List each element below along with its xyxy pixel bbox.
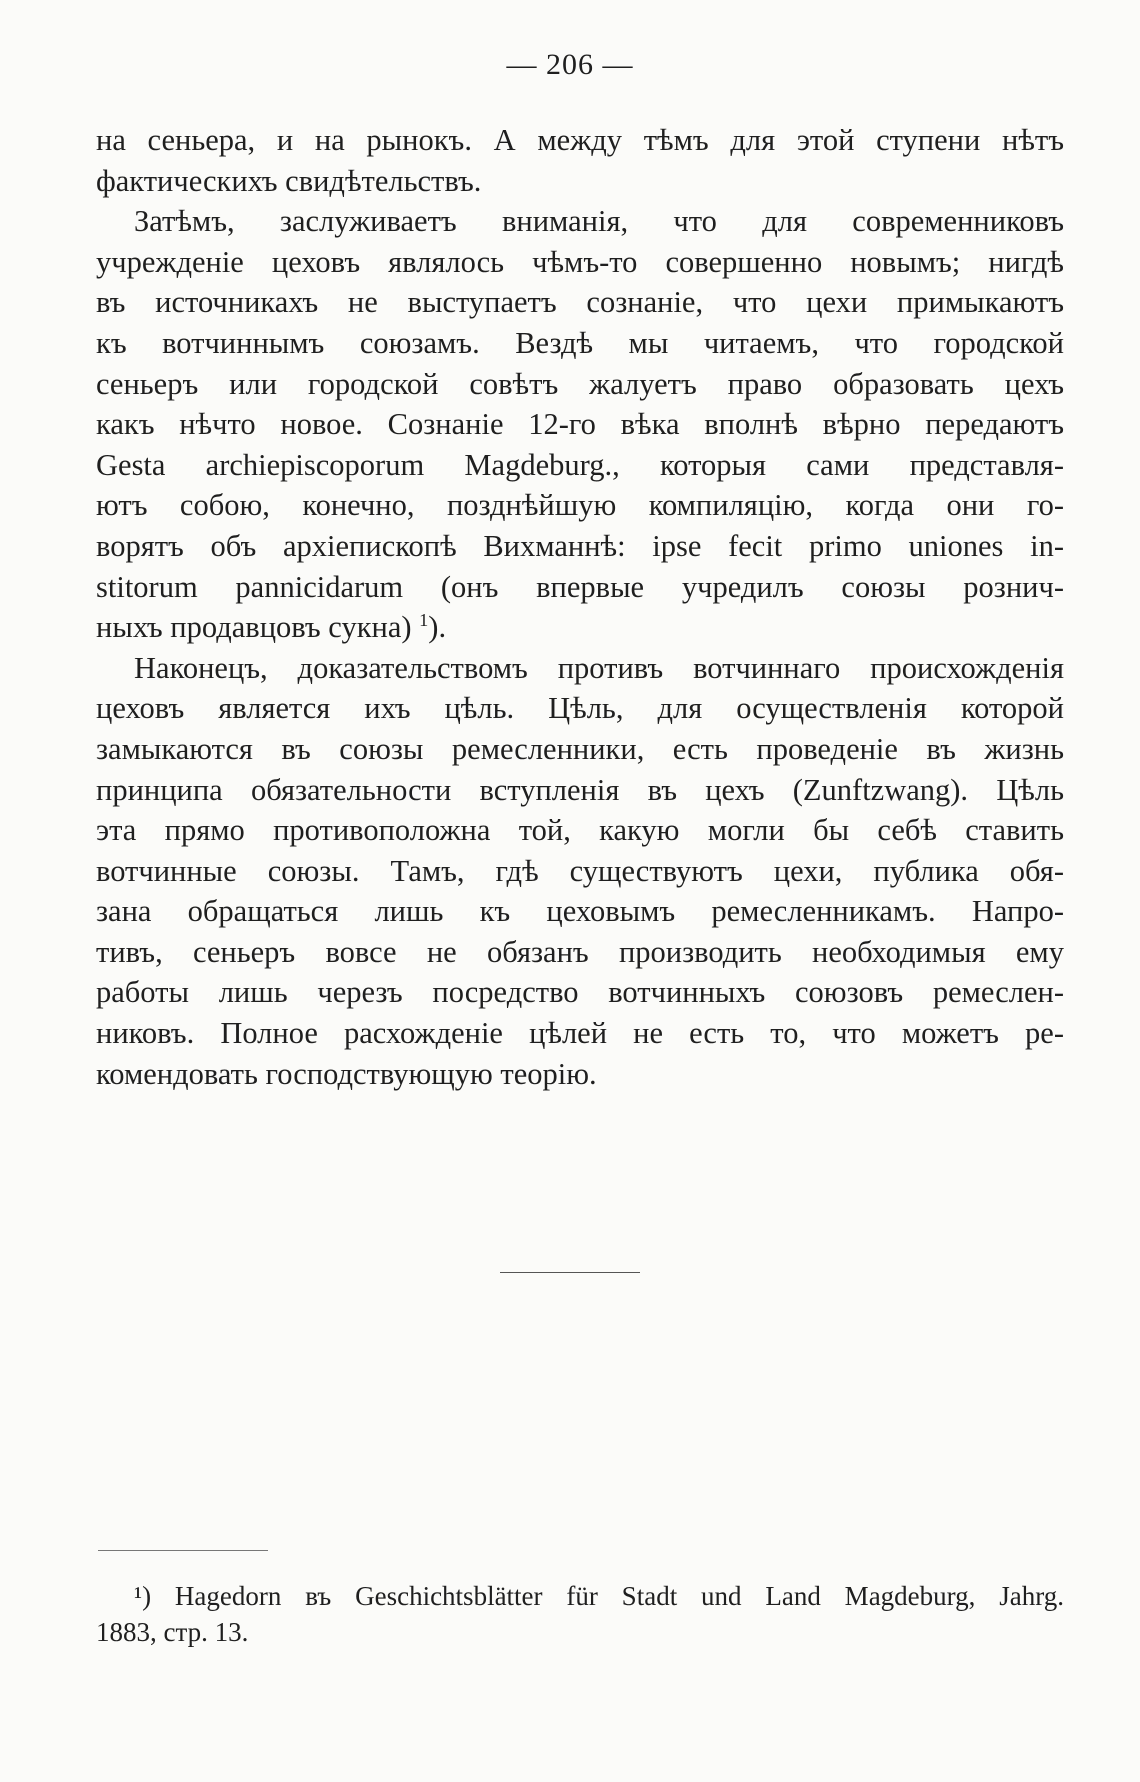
section-separator [500, 1272, 640, 1273]
paragraph-2 [96, 201, 1064, 648]
text-fragment: ). [428, 610, 447, 645]
text-line-with-footnote [96, 607, 1064, 648]
text-line: какъ нѣчто новое. Сознаніе 12-го вѣка вполнѣ вѣрно передаютъ [96, 407, 1064, 442]
footnote-line: 1883, стр. 13. [96, 1617, 249, 1647]
text-line: Gesta archiepiscoporum Magdeburg., которыя сами представля- [96, 447, 1064, 482]
main-text [96, 120, 1064, 1094]
text-line: ворятъ объ архіепископѣ Вихманнѣ: ipse fecit primo uniones in- [96, 528, 1064, 563]
text-line: тивъ, сеньеръ вовсе не обязанъ производить необходимыя ему [96, 934, 1064, 969]
footnote-ref[interactable]: 1 [419, 609, 429, 630]
text-line: фактическихъ свидѣтельствъ. [96, 163, 482, 198]
text-line: эта прямо противоположна той, какую могли бы себѣ ставить [96, 813, 1064, 848]
text-fragment: ныхъ продавцовъ сукна) [96, 610, 412, 645]
paragraph-3 [96, 648, 1064, 1095]
text-line: работы лишь черезъ посредство вотчинныхъ союзовъ ремеслен- [96, 975, 1064, 1010]
text-line: Затѣмъ, заслуживаетъ вниманія, что для современниковъ [134, 204, 1064, 239]
text-line: учрежденіе цеховъ являлось чѣмъ-то совершенно новымъ; нигдѣ [96, 244, 1064, 279]
footnote [96, 1578, 1064, 1650]
footnote-line: ¹) Hagedorn въ Geschichtsblätter für Stadt und Land Magdeburg, Jahrg. [134, 1581, 1064, 1611]
text-line: въ источникахъ не выступаетъ сознаніе, что цехи примыкаютъ [96, 285, 1064, 320]
text-line: принципа обязательности вступленія въ цехъ (Zunftzwang). Цѣль [96, 772, 1064, 807]
text-line: вотчинные союзы. Тамъ, гдѣ существуютъ цехи, публика обя- [96, 853, 1064, 888]
text-line: ютъ собою, конечно, позднѣйшую компиляцію, когда они го- [96, 488, 1064, 523]
text-line: на сеньера, и на рынокъ. А между тѣмъ для этой ступени нѣтъ [96, 123, 1064, 157]
text-line: никовъ. Полное расхожденіе цѣлей не есть то, что можетъ ре- [96, 1016, 1064, 1051]
text-line: комендовать господствующую теорію. [96, 1056, 597, 1091]
text-line: Наконецъ, доказательствомъ противъ вотчиннаго происхожденія [134, 650, 1064, 685]
text-line: къ вотчиннымъ союзамъ. Вездѣ мы читаемъ, что городской [96, 325, 1064, 360]
text-line: зана обращаться лишь къ цеховымъ ремесленникамъ. Напро- [96, 894, 1064, 929]
paragraph-1 [96, 120, 1064, 201]
text-line: сеньеръ или городской совѣтъ жалуетъ право образовать цехъ [96, 366, 1064, 401]
page-number: — 206 — [506, 48, 634, 81]
footnote-rule [98, 1550, 268, 1551]
text-line: замыкаются въ союзы ремесленники, есть проведеніе въ жизнь [96, 731, 1064, 766]
text-line: цеховъ является ихъ цѣль. Цѣль, для осуществленія которой [96, 691, 1064, 726]
text-line: stitorum pannicidarum (онъ впервые учредилъ союзы рознич- [96, 569, 1064, 604]
